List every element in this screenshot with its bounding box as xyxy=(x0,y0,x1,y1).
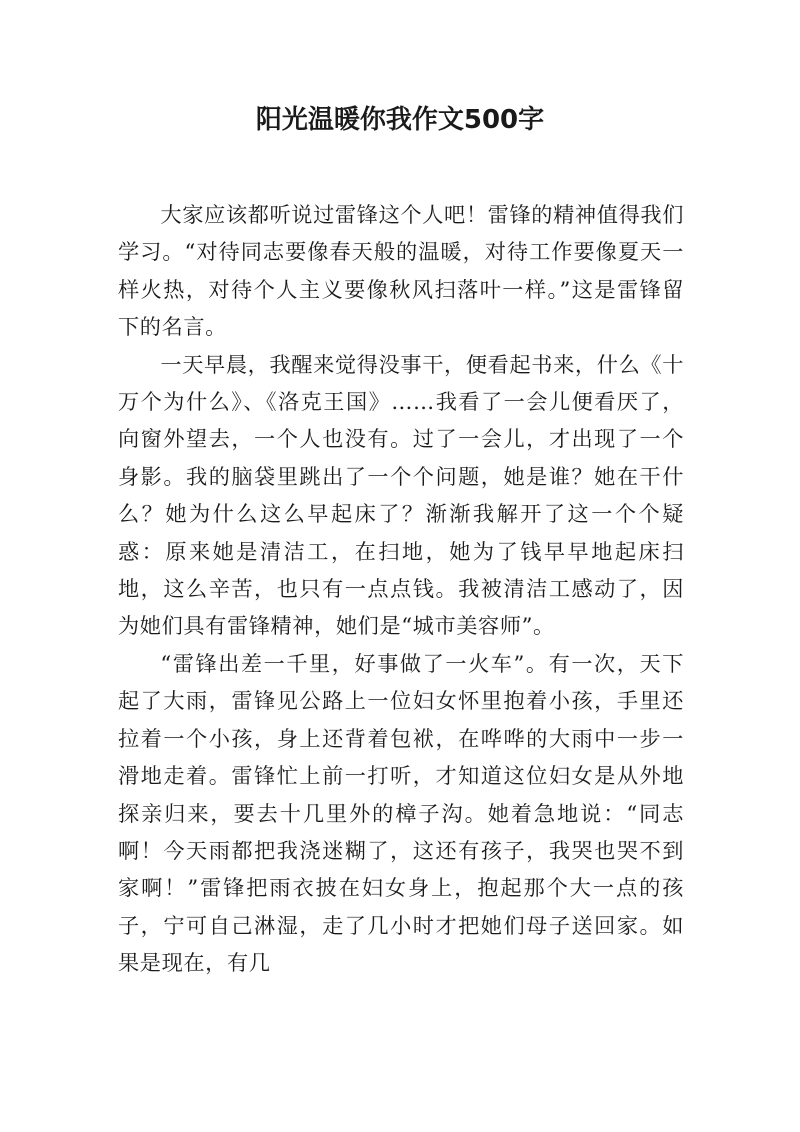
paragraph-1: 大家应该都听说过雷锋这个人吧！雷锋的精神值得我们学习。“对待同志要像春天般的温暖，对待工作要像夏天一样火热，对待个人主义要像秋风扫落叶一样。”这是雷锋留下的名言。 xyxy=(118,202,684,340)
paragraph-3: “雷锋出差一千里，好事做了一火车”。有一次，天下起了大雨，雷锋见公路上一位妇女怀里抱着小孩，手里还拉着一个小孩，身上还背着包袱，在哗哗的大雨中一步一滑地走着。雷锋忙上前一打听，才知道这位妇女是从外地探亲归来，要去十几里外的樟子沟。她着急地说：“同志啊！今天雨都把我浇迷糊了，这还有孩子，我哭也哭不到家啊！”雷锋把雨衣披在妇女身上，抱起那个大一点的孩子，宁可自己淋湿，走了几小时才把她们母子送回家。如果是现在，有几 xyxy=(118,650,684,976)
document-body xyxy=(118,196,684,982)
paragraph-2: 一天早晨，我醒来觉得没事干，便看起书来，什么《十万个为什么》、《洛克王国》……我看了一会儿便看厌了，向窗外望去，一个人也没有。过了一会儿，才出现了一个身影。我的脑袋里跳出了一个个问题，她是谁？她在干什么？她为什么这么早起床了？渐渐我解开了这一个个疑惑：原来她是清洁工，在扫地，她为了钱早早地起床扫地，这么辛苦，也只有一点点钱。我被清洁工感动了，因为她们具有雷锋精神，她们是“城市美容师”。 xyxy=(118,351,684,639)
document-title: 阳光温暖你我作文500字 xyxy=(255,105,545,135)
